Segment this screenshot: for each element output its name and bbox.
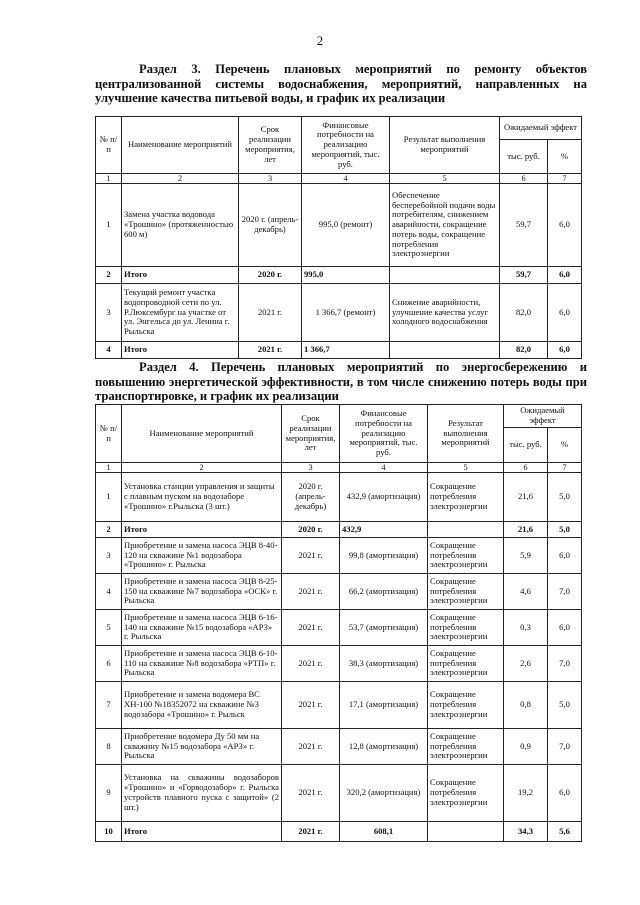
header-result: Результат выполнения мероприятий xyxy=(390,117,500,174)
row-effect-pct: 6,0 xyxy=(548,538,582,574)
row-term: 2021 г. xyxy=(282,822,340,842)
col-number: 1 xyxy=(96,174,122,184)
row-effect-pct: 5,0 xyxy=(548,522,582,538)
row-num: 2 xyxy=(96,522,122,538)
row-term: 2021 г. xyxy=(282,538,340,574)
header-num: № п/п xyxy=(96,405,122,463)
row-name: Текущий ремонт участка водопроводной сети по ул. Р.Люксембург на участке от ул. Энгельса до ул. Ленина г. Рыльска xyxy=(122,284,239,342)
row-num: 4 xyxy=(96,574,122,610)
header-name: Наименование мероприятий xyxy=(122,117,239,174)
header-result: Результат выполнения мероприятий xyxy=(428,405,504,463)
header-finance: Финансовые потребности на реализацию мероприятий, тыс. руб. xyxy=(302,117,390,174)
row-term: 2020 г. xyxy=(239,267,302,284)
col-number: 7 xyxy=(548,463,582,473)
row-term: 2021 г. xyxy=(282,765,340,822)
row-effect-pct: 6,0 xyxy=(548,284,582,342)
row-num: 1 xyxy=(96,184,122,267)
col-number: 7 xyxy=(548,174,582,184)
table-row xyxy=(96,729,582,765)
section-4-table xyxy=(95,404,582,842)
row-result: Обеспечение бесперебойной подачи воды потребителям, снижением аварийности, сокращение потерь воды, сокращение потребления электроэнергии xyxy=(390,184,500,267)
row-finance: 432,9 (амортизация) xyxy=(340,473,428,522)
row-effect-rub: 2,6 xyxy=(504,646,548,682)
row-result xyxy=(390,342,500,359)
row-finance: 608,1 xyxy=(340,822,428,842)
header-effect-pct: % xyxy=(548,140,582,174)
row-effect-rub: 82,0 xyxy=(500,342,548,359)
row-effect-pct: 7,0 xyxy=(548,729,582,765)
row-term: 2020 г. (апрель-декабрь) xyxy=(282,473,340,522)
row-result: Сокращение потребления электроэнергии xyxy=(428,574,504,610)
row-finance: 432,9 xyxy=(340,522,428,538)
row-result: Сокращение потребления электроэнергии xyxy=(428,538,504,574)
row-term: 2021 г. xyxy=(282,729,340,765)
col-number: 2 xyxy=(122,463,282,473)
total-row xyxy=(96,822,582,842)
col-number: 1 xyxy=(96,463,122,473)
table-row xyxy=(96,574,582,610)
row-name: Приобретение и замена насоса ЭЦВ 8-40-120 на скважине №1 водозабора «Трошино» г. Рыльска xyxy=(122,538,282,574)
col-number: 6 xyxy=(500,174,548,184)
header-term: Срок реализации мероприятия, лет xyxy=(282,405,340,463)
row-num: 7 xyxy=(96,682,122,729)
table-row xyxy=(96,538,582,574)
row-result: Сокращение потребления электроэнергии xyxy=(428,473,504,522)
row-effect-pct: 6,0 xyxy=(548,184,582,267)
row-result: Снижение аварийности, улучшение качества услуг холодного водоснабжения xyxy=(390,284,500,342)
row-finance: 99,8 (амортизация) xyxy=(340,538,428,574)
row-num: 3 xyxy=(96,538,122,574)
row-finance: 1 366,7 (ремонт) xyxy=(302,284,390,342)
row-effect-pct: 6,0 xyxy=(548,765,582,822)
row-finance: 17,1 (амортизация) xyxy=(340,682,428,729)
row-term: 2021 г. xyxy=(282,610,340,646)
row-effect-pct: 6,0 xyxy=(548,267,582,284)
row-effect-pct: 7,0 xyxy=(548,574,582,610)
row-result xyxy=(390,267,500,284)
row-result: Сокращение потребления электроэнергии xyxy=(428,646,504,682)
row-num: 1 xyxy=(96,473,122,522)
row-effect-pct: 5,0 xyxy=(548,682,582,729)
row-result: Сокращение потребления электроэнергии xyxy=(428,765,504,822)
total-row xyxy=(96,267,582,284)
row-term: 2020 г. xyxy=(282,522,340,538)
row-finance: 66,2 (амортизация) xyxy=(340,574,428,610)
row-effect-pct: 7,0 xyxy=(548,646,582,682)
row-num: 2 xyxy=(96,267,122,284)
col-number: 3 xyxy=(239,174,302,184)
row-name: Приобретение водомера Ду 50 мм на скважину №15 водозабора «АРЗ» г. Рыльска xyxy=(122,729,282,765)
table-row xyxy=(96,284,582,342)
section-4-title: Раздел 4. Перечень плановых мероприятий по энергосбережению и повышению энергетической эффективности, в том числе снижению потерь воды при транспортировке, и график их реализации xyxy=(95,360,587,403)
row-effect-rub: 0,9 xyxy=(504,729,548,765)
row-name: Приобретение и замена насоса ЭЦВ 6-10-110 на скважине №8 водозабора «РТП» г. Рыльска xyxy=(122,646,282,682)
row-effect-rub: 21,6 xyxy=(504,522,548,538)
row-finance: 1 366,7 xyxy=(302,342,390,359)
row-num: 5 xyxy=(96,610,122,646)
total-row xyxy=(96,522,582,538)
row-effect-pct: 5,0 xyxy=(548,473,582,522)
section-3-table xyxy=(95,116,582,359)
total-row xyxy=(96,342,582,359)
header-effect: Ожидаемый эффект xyxy=(504,405,582,428)
row-effect-pct: 6,0 xyxy=(548,610,582,646)
row-name: Итого xyxy=(122,522,282,538)
row-term: 2021 г. xyxy=(282,574,340,610)
row-result xyxy=(428,522,504,538)
row-term: 2021 г. xyxy=(282,682,340,729)
row-name: Приобретение и замена насоса ЭЦВ 8-25-150 на скважине №7 водозабора «ОСК» г. Рыльска xyxy=(122,574,282,610)
row-effect-rub: 5,9 xyxy=(504,538,548,574)
row-name: Итого xyxy=(122,342,239,359)
row-result: Сокращение потребления электроэнергии xyxy=(428,682,504,729)
col-number: 5 xyxy=(390,174,500,184)
row-term: 2021 г. xyxy=(239,342,302,359)
header-effect: Ожидаемый эффект xyxy=(500,117,582,140)
row-finance: 12,8 (амортизация) xyxy=(340,729,428,765)
table-row xyxy=(96,682,582,729)
row-name: Приобретение и замена насоса ЭЦВ 6-16-140 на скважине №15 водозабора «АРЗ» г. Рыльска xyxy=(122,610,282,646)
row-num: 9 xyxy=(96,765,122,822)
row-effect-rub: 21,6 xyxy=(504,473,548,522)
row-name: Приобретение и замена водомера ВС ХН-100 №18352072 на скважине №3 водозабора «Трошино» г. Рыльск xyxy=(122,682,282,729)
row-name: Итого xyxy=(122,822,282,842)
row-term: 2021 г. xyxy=(239,284,302,342)
row-finance: 38,3 (амортизация) xyxy=(340,646,428,682)
row-term: 2020 г. (апрель-декабрь) xyxy=(239,184,302,267)
row-effect-rub: 59,7 xyxy=(500,267,548,284)
row-effect-rub: 0,8 xyxy=(504,682,548,729)
header-name: Наименование мероприятий xyxy=(122,405,282,463)
row-num: 3 xyxy=(96,284,122,342)
row-name: Установка на скважины водозаборов «Трошино» и «Горводозабор» г. Рыльска устройств плавного пуска с защитой» (2 шт.) xyxy=(122,765,282,822)
row-finance: 995,0 xyxy=(302,267,390,284)
row-num: 4 xyxy=(96,342,122,359)
row-effect-rub: 19,2 xyxy=(504,765,548,822)
table-row xyxy=(96,184,582,267)
col-number: 4 xyxy=(340,463,428,473)
row-num: 8 xyxy=(96,729,122,765)
section-3-title: Раздел 3. Перечень плановых мероприятий по ремонту объектов централизованной системы водоснабжения, мероприятий, направленных на улучшение качества питьевой воды, и график их реализации xyxy=(95,62,587,105)
col-number: 5 xyxy=(428,463,504,473)
row-effect-rub: 59,7 xyxy=(500,184,548,267)
header-num: № п/п xyxy=(96,117,122,174)
row-result xyxy=(428,822,504,842)
row-finance: 995,0 (ремонт) xyxy=(302,184,390,267)
row-term: 2021 г. xyxy=(282,646,340,682)
row-name: Замена участка водовода «Трошино» (протяженностью 600 м) xyxy=(122,184,239,267)
table-row xyxy=(96,765,582,822)
table-row xyxy=(96,610,582,646)
page-number: 2 xyxy=(316,33,324,48)
row-num: 10 xyxy=(96,822,122,842)
table-row xyxy=(96,473,582,522)
header-effect-pct: % xyxy=(548,428,582,463)
row-result: Сокращение потребления электроэнергии xyxy=(428,610,504,646)
header-term: Срок реализации мероприятия, лет xyxy=(239,117,302,174)
col-number: 6 xyxy=(504,463,548,473)
header-effect-rub: тыс. руб. xyxy=(500,140,548,174)
row-result: Сокращение потребления электроэнергии xyxy=(428,729,504,765)
row-finance: 320,2 (амортизация) xyxy=(340,765,428,822)
row-effect-pct: 6,0 xyxy=(548,342,582,359)
row-name: Установка станции управления и защиты с плавным пуском на водозаборе «Трошино» г.Рыльска (3 шт.) xyxy=(122,473,282,522)
row-effect-rub: 0,3 xyxy=(504,610,548,646)
row-finance: 53,7 (амортизация) xyxy=(340,610,428,646)
row-name: Итого xyxy=(122,267,239,284)
row-effect-rub: 4,6 xyxy=(504,574,548,610)
header-finance: Финансовые потребности на реализацию мероприятий, тыс. руб. xyxy=(340,405,428,463)
row-effect-rub: 82,0 xyxy=(500,284,548,342)
col-number: 3 xyxy=(282,463,340,473)
col-number: 4 xyxy=(302,174,390,184)
row-num: 6 xyxy=(96,646,122,682)
col-number: 2 xyxy=(122,174,239,184)
row-effect-pct: 5,6 xyxy=(548,822,582,842)
row-effect-rub: 34,3 xyxy=(504,822,548,842)
table-row xyxy=(96,646,582,682)
header-effect-rub: тыс. руб. xyxy=(504,428,548,463)
